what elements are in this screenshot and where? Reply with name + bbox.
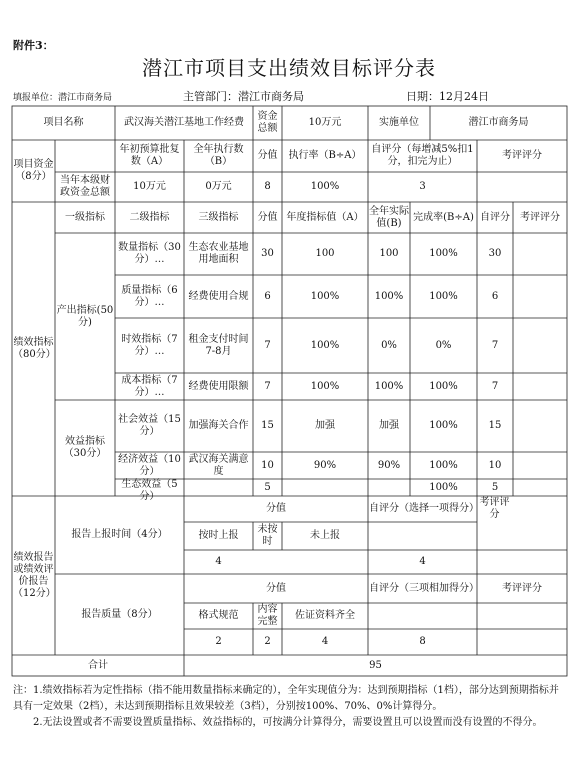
budget-label: 年初预算批复数（A）: [119, 144, 180, 167]
evidence-score: 4: [321, 636, 329, 647]
perf-header-l2: 二级指标: [129, 211, 170, 223]
table-row-actual: 100%: [374, 380, 404, 392]
table-row-l3: 租金支付时间7-8月: [188, 333, 249, 357]
report-quality-eval-label: 考评评分: [502, 582, 542, 594]
annex-label: 附件3：: [13, 39, 54, 52]
table-row-self: 10: [488, 459, 502, 471]
note-1: 注：1.绩效指标若为定性指标（指不能用数量指标来确定的），全年实现值分为：达到预期指标（1档），部分达到预期指标并具有一定效果（2档），未达到预期指标且效果较差（3档），分别按100%、70%、0%计算得分。: [13, 685, 559, 712]
budget-value: 10万元: [133, 181, 166, 192]
late-label: 未上报: [310, 530, 340, 541]
perf-header-actual: 全年实际值(B): [369, 205, 409, 229]
format-label: 格式规范: [198, 610, 239, 621]
table-row-l2: 数量指标（30分）…: [118, 242, 181, 265]
perf-header-self: 自评分: [480, 211, 510, 223]
perf-header-eval: 考评评分: [520, 211, 560, 223]
report-quality-label: 报告质量（8分）: [81, 608, 158, 620]
rate-value: 100%: [310, 181, 340, 192]
notes: [13, 683, 568, 731]
table-row-score: 10: [261, 459, 274, 471]
quality-self: 8: [419, 636, 426, 647]
total-value: 95: [369, 659, 382, 671]
project-name-label: 项目名称: [43, 117, 84, 128]
table-row-score: 15: [261, 420, 274, 431]
funding-eval: [477, 172, 567, 202]
table-row-l3: 经费使用限额: [188, 380, 249, 392]
table-row-l3: 武汉海关满意度: [188, 453, 249, 477]
funding-self: 3: [419, 181, 426, 192]
executed-value: 0万元: [205, 181, 232, 192]
report-quality-score-label: 分值: [266, 582, 286, 594]
table-row-score: 30: [261, 248, 274, 259]
report-time-label: 报告上报时间（4分）: [71, 529, 168, 540]
table-row-target: 100: [315, 248, 335, 259]
fill-unit: 填报单位：潜江市商务局: [13, 93, 113, 103]
not-reported-label: 未按时: [257, 524, 278, 547]
table-row-target: 100%: [310, 339, 340, 351]
table-row-score: 7: [264, 380, 271, 392]
table-row-l2: 时效指标（7分）…: [121, 333, 178, 357]
table-row-target: 100%: [310, 380, 340, 392]
report-time-self: 4: [419, 556, 426, 567]
table-row-rate: 100%: [429, 290, 458, 302]
table-row-score: 6: [264, 290, 271, 302]
table-row-l2: 成本指标（7分）…: [121, 374, 178, 398]
table-row-rate: 100%: [429, 420, 458, 431]
table-row-score: 7: [264, 339, 271, 351]
project-name: 武汉海关潜江基地工作经费: [124, 117, 244, 128]
impl-value: 潜江市商务局: [468, 117, 529, 128]
note-2: 2.无法设置或者不需要设置质量指标、效益指标的，可按满分计算得分，需要设置且可以设置而没有设置的不得分。: [33, 717, 543, 728]
table-row-rate: 100%: [429, 481, 458, 493]
benefit-indicator-label: 效益指标（30分）: [63, 436, 107, 459]
date: 日期：12月24日: [406, 90, 489, 103]
table-row-actual: 90%: [377, 459, 401, 471]
evidence-label: 佐证资料齐全: [295, 610, 355, 621]
funding-score: 8: [264, 181, 271, 192]
report-quality-self-label: 自评分（三项相加得分）: [369, 582, 479, 594]
table-row-self: 5: [491, 481, 499, 493]
table-row-l2: 社会效益（15分）: [118, 414, 181, 437]
table-row-self: 30: [488, 248, 502, 259]
page-title: 潜江市项目支出绩效目标评分表: [142, 56, 436, 80]
perf-header-target: 年度指标值（A）: [286, 211, 364, 223]
perf-header-l1: 一级指标: [65, 211, 105, 223]
content-label: 内容完整: [257, 604, 278, 627]
table-row-actual: 100%: [374, 290, 404, 302]
impl-label: 实施单位: [379, 117, 419, 128]
report-time-score-label: 分值: [266, 503, 286, 514]
table-row-l3: 加强海关合作: [188, 420, 249, 431]
funds-label: 资金总额: [257, 111, 278, 134]
perf-header-rate: 完成率(B÷A): [413, 211, 474, 223]
report-time-self-label: 自评分（选择一项得分）: [369, 503, 479, 514]
table-row-actual: 100: [379, 248, 399, 259]
table-row-l3: 生态农业基地用地面积: [188, 242, 249, 265]
authority: 主管部门：潜江市商务局: [183, 90, 304, 103]
table-row-rate: 0%: [435, 339, 452, 351]
perf-header-l3: 三级指标: [198, 211, 239, 223]
table-row-l2: 质量指标（6分）…: [121, 284, 178, 308]
funding-score-label: 分值: [257, 150, 278, 161]
table-row-self: 6: [491, 290, 499, 302]
report-section-label: 绩效报告或绩效评价报告（12分）: [13, 551, 56, 599]
rate-label: 执行率（B÷A）: [288, 150, 362, 161]
table-row-l3: 经费使用合规: [188, 290, 249, 302]
report-time-score: 4: [215, 556, 222, 567]
output-indicator-label: 产出指标(50分): [56, 304, 114, 328]
performance-section-label: 绩效指标（80分）: [13, 337, 56, 360]
funds-value: 10万元: [308, 117, 342, 128]
table-row-actual: 0%: [381, 339, 397, 351]
table-row-target: 100%: [310, 290, 340, 302]
funding-row-label: 当年本级财政资金总额: [60, 175, 110, 198]
table-row-self: 15: [488, 420, 502, 431]
format-score: 2: [215, 636, 222, 647]
perf-header-score: 分值: [257, 211, 278, 223]
total-label: 合计: [88, 659, 108, 671]
table-row-target: 90%: [313, 459, 337, 471]
table-row-rate: 100%: [429, 459, 458, 471]
funding-self-label: 自评分（每增减5%扣1分，扣完为止）: [371, 144, 474, 167]
funding-eval-label: 考评评分: [502, 150, 542, 161]
table-row-rate: 100%: [429, 248, 458, 259]
executed-label: 全年执行数（B）: [193, 144, 244, 167]
table-row-score: 5: [264, 481, 271, 493]
table-row-self: 7: [491, 380, 499, 392]
table-row-l2: 经济效益（10分）: [118, 453, 181, 477]
table-row-rate: 100%: [429, 380, 458, 392]
funding-section-label: 项目资金（8分）: [13, 159, 54, 182]
content-score: 2: [264, 636, 271, 647]
table-row-l2: 生态效益（5分）: [121, 479, 178, 502]
table-row-target: 加强: [315, 420, 335, 431]
table-row-actual: 加强: [379, 420, 399, 431]
ontime-label: 按时上报: [198, 530, 239, 541]
report-time-eval-label: 考评评分: [479, 497, 510, 520]
table-row-self: 7: [491, 339, 499, 351]
